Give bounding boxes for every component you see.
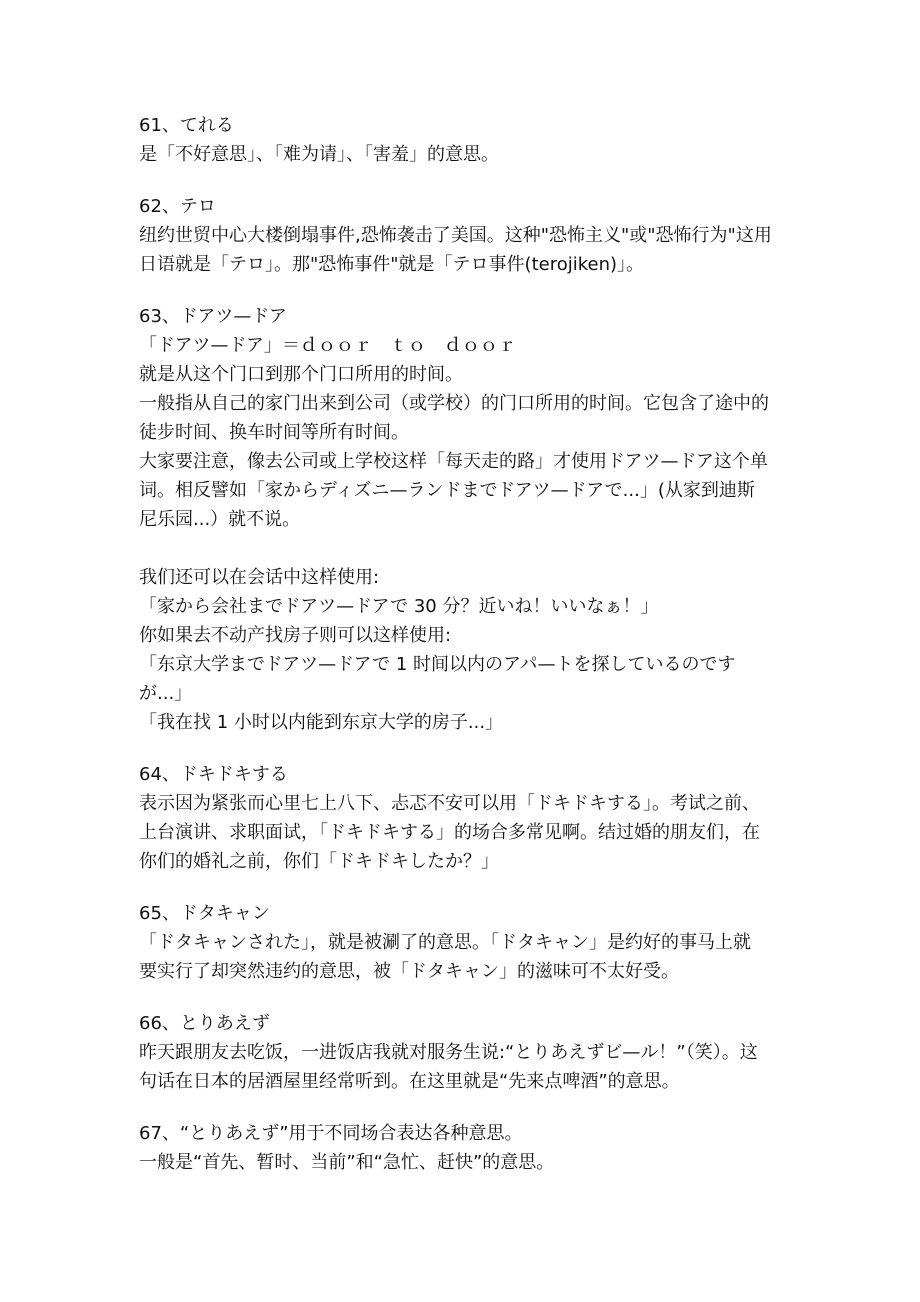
entry-line: 尼乐园...）就不说。 (139, 509, 301, 530)
entry-64 (139, 760, 809, 876)
entry-line: 你们的婚礼之前，你们「ドキドキしたか？」 (139, 851, 499, 872)
entry-61 (139, 111, 809, 169)
entry-title: 63、ドアツ—ドア (139, 306, 287, 327)
entry-title: 67、“とりあえず”用于不同场合表达各种意思。 (139, 1123, 523, 1144)
entry-line: 一般指从自己的家门出来到公司（或学校）的门口所用的时间。它包含了途中的 (139, 393, 769, 414)
entry-line: 词。相反譬如「家からディズニ—ランドまでドアツ—ドアで...」(从家到迪斯 (139, 480, 755, 501)
entry-line: 日语就是「テロ」。那"恐怖事件"就是「テロ事件(terojiken)」。 (139, 254, 645, 275)
entry-line: 「ドタキャンされた」，就是被涮了的意思。「ドタキャン」是约好的事马上就 (139, 932, 751, 953)
entry-title: 61、てれる (139, 115, 234, 136)
entry-title: 65、ドタキャン (139, 903, 270, 924)
entry-line: が...」 (139, 683, 193, 704)
entry-line: 「ドアツ—ドア」＝ｄｏｏｒ ｔｏ ｄｏｏｒ (139, 335, 516, 356)
entry-65 (139, 899, 809, 986)
entry-line: 纽约世贸中心大楼倒塌事件,恐怖袭击了美国。这种"恐怖主义"或"恐怖行为"这用 (139, 225, 772, 246)
entry-title: 62、テロ (139, 196, 216, 217)
entry-line: 就是从这个门口到那个门口所用的时间。 (139, 364, 463, 385)
entry-line: 表示因为紧张而心里七上八下、忐忑不安可以用「ドキドキする」。考试之前、 (139, 793, 760, 814)
entry-line: 要实行了却突然违约的意思，被「ドタキャン」的滋味可不太好受。 (139, 961, 679, 982)
entry-66 (139, 1009, 809, 1096)
entry-line: 大家要注意，像去公司或上学校这样「每天走的路」才使用ドアツ—ドア这个单 (139, 451, 768, 472)
entry-63 (139, 302, 809, 737)
blank-line (139, 534, 809, 563)
entry-title: 66、とりあえず (139, 1013, 270, 1034)
entry-line: 一般是“首先、暂时、当前”和“急忙、赶快”的意思。 (139, 1152, 555, 1173)
entry-67 (139, 1119, 809, 1177)
entry-line: 昨天跟朋友去吃饭，一进饭店我就对服务生说:“とりあえずビ—ル！”（笑）。这 (139, 1042, 758, 1063)
entry-62 (139, 192, 809, 279)
entry-line: 「家から会社までドアツ—ドアで 30 分？近いね！いいなぁ！」 (139, 596, 659, 617)
document-body (139, 111, 809, 1200)
entry-title: 64、ドキドキする (139, 764, 288, 785)
entry-line: 你如果去不动产找房子则可以这样使用: (139, 625, 452, 646)
entry-line: 「我在找 1 小时以内能到东京大学的房子...」 (139, 712, 504, 733)
entry-line: 我们还可以在会话中这样使用: (139, 567, 380, 588)
entry-line: 徒步时间、换车时间等所有时间。 (139, 422, 409, 443)
entry-line: 「东京大学までドアツ—ドアで 1 时间以内のアパ—トを探しているのです (139, 654, 736, 675)
entry-line: 句话在日本的居酒屋里经常听到。在这里就是“先来点啤酒”的意思。 (139, 1071, 680, 1092)
entry-line: 是「不好意思」、「难为请」、「害羞」的意思。 (139, 144, 499, 165)
entry-line: 上台演讲、求职面试，「ドキドキする」的场合多常见啊。结过婚的朋友们，在 (139, 822, 760, 843)
